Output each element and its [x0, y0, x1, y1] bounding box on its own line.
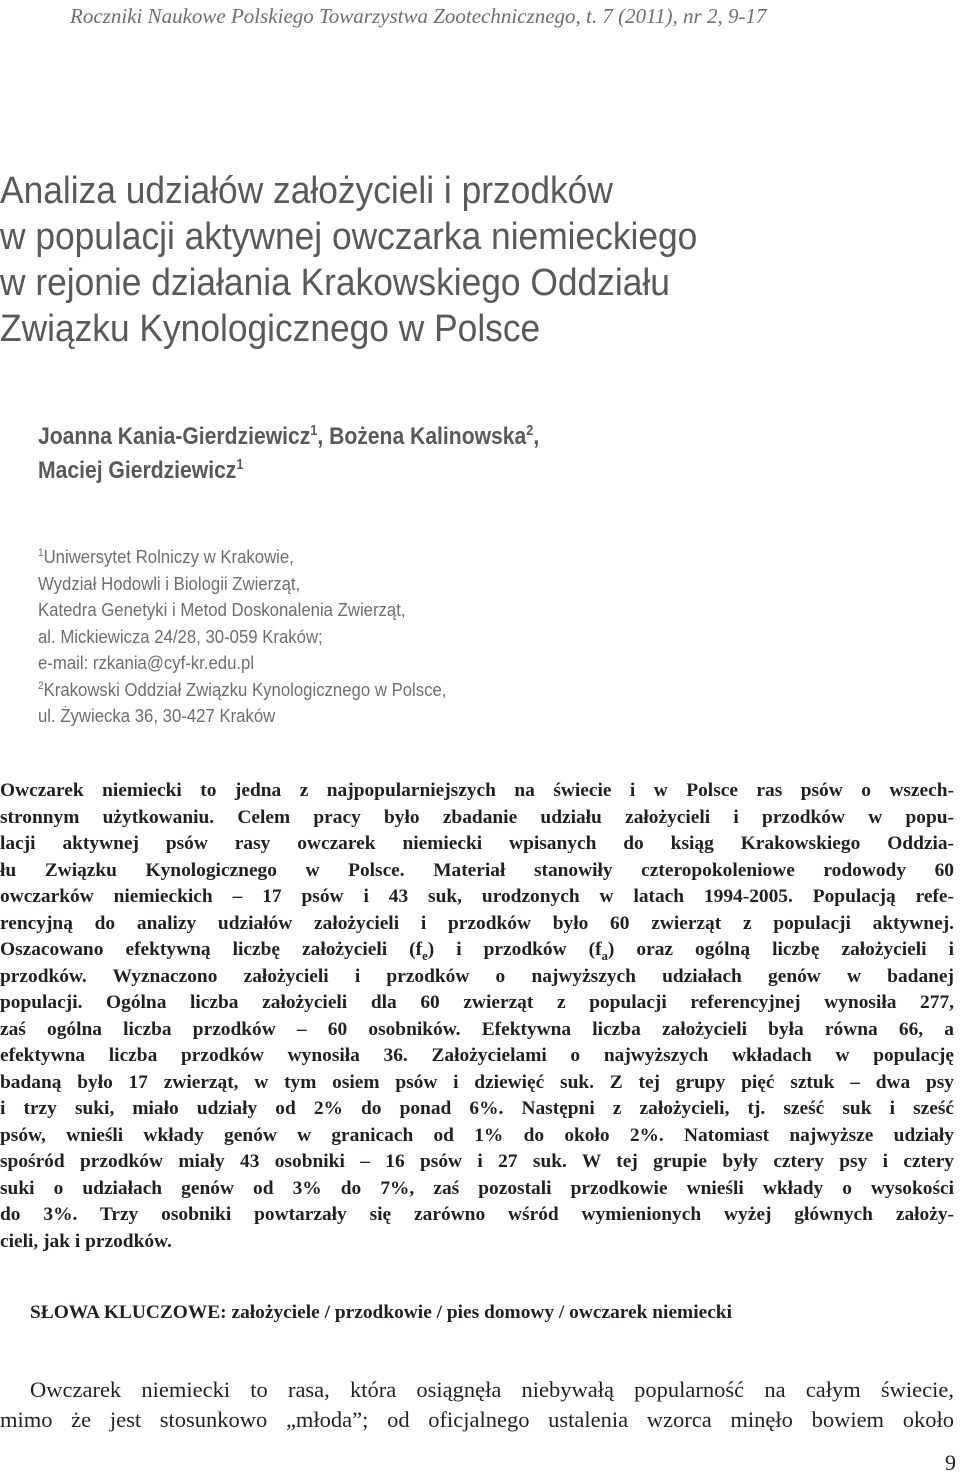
abstract-line: przodków. Wyznaczono założycieli i przodków o najwyższych udziałach genów w badanej [0, 965, 954, 987]
abstract-line: efektywna liczba przodków wynosiła 36. Założycielami o najwyższych wkładach w populację [0, 1045, 954, 1066]
affiliation-line: Wydział Hodowli i Biologii Zwierząt, [38, 573, 301, 594]
author-name: Bożena Kalinowska [329, 423, 527, 450]
body-line: mimo że jest stosunkowo „młoda”; od oficjalnego ustalenia wzorca minęło bowiem około [0, 1407, 954, 1432]
abstract-line: stronnym użytkowaniu. Celem pracy było zbadanie udziału założycieli i przodków w popu- [0, 806, 954, 828]
affiliation-line: Katedra Genetyki i Metod Doskonalenia Zwierząt, [38, 600, 406, 620]
abstract-line: spośród przodków miały 43 osobniki – 16 psów i 27 suk. W tej grupie były cztery psy i cztery [0, 1151, 954, 1172]
affiliation-marker: 2 [526, 423, 534, 439]
title-line: w rejonie działania Krakowskiego Oddziału [0, 262, 670, 304]
affiliation-marker: 1 [310, 423, 318, 439]
abstract-line: zaś ogólna liczba przodków – 60 osobników. Efektywna liczba założycieli była równa 66, a [0, 1018, 954, 1040]
abstract-line: do 3%. Trzy osobniki powtarzały się zarówno wśród wymienionych wyżej głównych założy- [0, 1204, 954, 1225]
author-line [38, 420, 812, 454]
abstract-line: Owczarek niemiecki to jedna z najpopularniejszych na świecie i w Polsce ras psów o wszech- [0, 780, 954, 801]
abstract-text: ) oraz ogólną liczbę założycieli i [607, 939, 954, 960]
affiliation-text: Krakowski Oddział Związku Kynologicznego w Polsce, [43, 679, 447, 700]
article-title [0, 168, 884, 352]
affiliation-line [38, 677, 856, 704]
abstract-text: Oszacowano efektywną liczbę założycieli (f [0, 939, 423, 960]
body-line: Owczarek niemiecki to rasa, która osiągnęła niebywałą popularność na całym świecie, [30, 1377, 954, 1402]
abstract-text: ) i przodków (f [427, 939, 602, 960]
author-separator: , [533, 423, 540, 450]
abstract-line [0, 937, 954, 964]
abstract-line: lacji aktywnej psów rasy owczarek niemiecki wpisanych do ksiąg Krakowskiego Oddzia- [0, 833, 954, 854]
abstract-line: suki o udziałach genów od 3% do 7%, zaś pozostali przodkowie wnieśli wkłady o wysokości [0, 1177, 954, 1199]
abstract-line: łu Związku Kynologicznego w Polsce. Materiał stanowiły czteropokoleniowe rodowody 60 [0, 859, 954, 881]
title-line: Analiza udziałów założycieli i przodków [0, 170, 613, 212]
abstract-line: rencyjną do analizy udziałów założycieli i przodków było 60 zwierząt z populacji aktywnej. [0, 912, 954, 934]
keywords: SŁOWA KLUCZOWE: założyciele / przodkowie / pies domowy / owczarek niemiecki [30, 1302, 732, 1323]
affiliation-text: Uniwersytet Rolniczy w Krakowie, [43, 547, 294, 567]
email-line: e-mail: rzkania@cyf-kr.edu.pl [38, 653, 255, 673]
affiliation-line: ul. Żywiecka 36, 30-427 Kraków [38, 706, 276, 726]
title-line: w populacji aktywnej owczarka niemieckiego [0, 216, 698, 258]
body-paragraph [0, 1375, 954, 1435]
author-line [38, 454, 812, 488]
subscript: e [422, 948, 428, 963]
author-name: Maciej Gierdziewicz [38, 457, 237, 484]
title-line: Związku Kynologicznego w Polsce [0, 308, 541, 350]
abstract-line: badaną było 17 zwierząt, w tym osiem psów i dziewięć suk. Z tej grupy pięć sztuk – dwa psy [0, 1071, 954, 1093]
journal-header: Roczniki Naukowe Polskiego Towarzystwa Zootechnicznego, t. 7 (2011), nr 2, 9-17 [70, 4, 767, 28]
subscript: a [601, 948, 608, 963]
affiliation-marker: 1 [236, 457, 244, 473]
author-list [38, 420, 812, 488]
author-name: Joanna Kania-Gierdziewicz [38, 423, 311, 450]
author-separator: , [317, 423, 330, 450]
affiliation-marker: 2 [38, 679, 44, 692]
abstract-line: owczarków niemieckich – 17 psów i 43 suk, urodzonych w latach 1994-2005. Populacją refe- [0, 886, 954, 907]
abstract-line: cieli, jak i przodków. [0, 1230, 172, 1252]
abstract [0, 778, 954, 1255]
abstract-line: psów, wnieśli wkłady genów w granicach od 1% do około 2%. Natomiast najwyższe udziały [0, 1124, 954, 1146]
affiliations [38, 544, 856, 730]
affiliation-line: al. Mickiewicza 24/28, 30-059 Kraków; [38, 626, 323, 647]
abstract-line: i trzy suki, miało udziały od 2% do ponad 6%. Następni z założycieli, tj. sześć suk i sześć [0, 1098, 954, 1119]
abstract-line: populacji. Ogólna liczba założycieli dla 60 zwierząt z populacji referencyjnej wynosiła 277, [0, 992, 954, 1013]
affiliation-marker: 1 [38, 547, 44, 559]
affiliation-line [38, 544, 856, 571]
page-number: 9 [945, 1450, 956, 1475]
